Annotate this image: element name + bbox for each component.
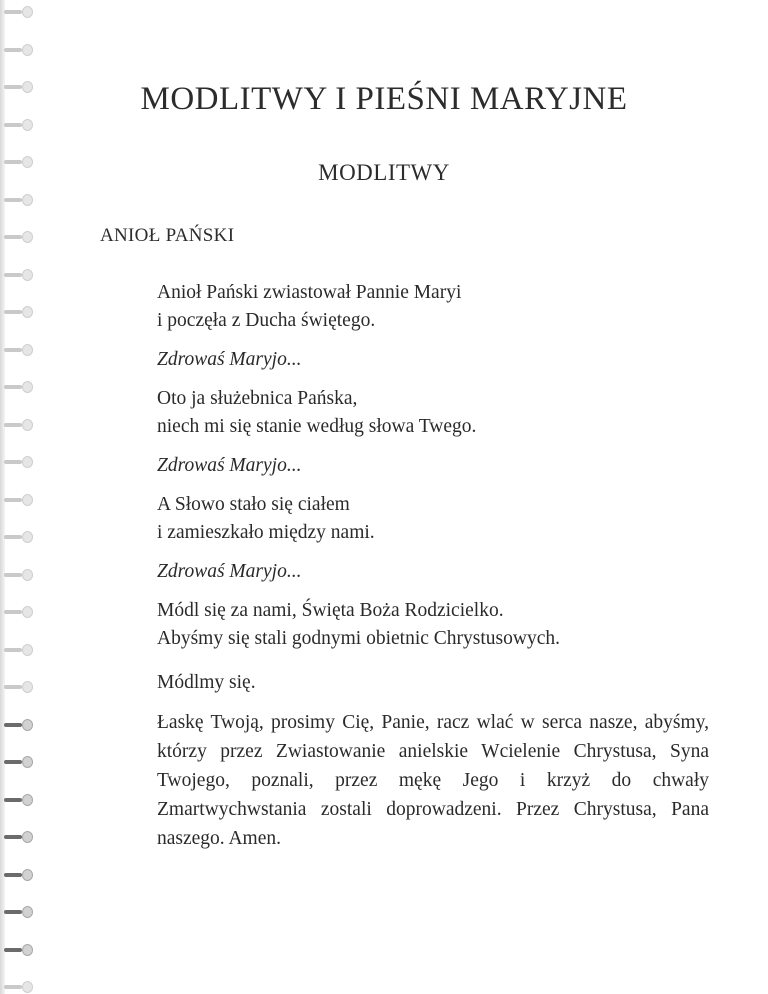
binding-wire xyxy=(4,235,22,239)
stanza xyxy=(157,385,709,441)
binding-ring xyxy=(4,831,34,843)
binding-hole xyxy=(22,119,33,131)
binding-ring xyxy=(4,494,34,506)
binding-ring xyxy=(4,794,34,806)
binding-ring xyxy=(4,569,34,581)
response-line: Zdrowaś Maryjo... xyxy=(157,455,302,476)
verse-line: A Słowo stało się ciałem xyxy=(157,494,350,515)
binding-hole xyxy=(22,644,33,656)
binding-hole xyxy=(22,756,33,768)
verse-line: niech mi się stanie według słowa Twego. xyxy=(157,416,477,437)
response-line: Zdrowaś Maryjo... xyxy=(157,349,302,370)
binding-hole xyxy=(22,606,33,618)
binding-wire xyxy=(4,310,22,314)
binding-hole xyxy=(22,6,33,18)
binding-hole xyxy=(22,456,33,468)
binding-hole xyxy=(22,344,33,356)
page-title: MODLITWY I PIEŚNI MARYJNE xyxy=(140,81,628,117)
binding-wire xyxy=(4,535,22,539)
binding-ring xyxy=(4,194,34,206)
binding-hole xyxy=(22,381,33,393)
binding-wire xyxy=(4,385,22,389)
binding-wire xyxy=(4,760,22,764)
binding-hole xyxy=(22,794,33,806)
binding-wire xyxy=(4,498,22,502)
binding-wire xyxy=(4,10,22,14)
binding-hole xyxy=(22,906,33,918)
binding-hole xyxy=(22,944,33,956)
binding-hole xyxy=(22,831,33,843)
binding-wire xyxy=(4,348,22,352)
binding-ring xyxy=(4,456,34,468)
binding-wire xyxy=(4,723,22,727)
binding-wire xyxy=(4,273,22,277)
verse-line: i poczęła z Ducha świętego. xyxy=(157,310,376,331)
verse-line: Módl się za nami, Święta Boża Rodzicielko. xyxy=(157,600,504,621)
binding-ring xyxy=(4,231,34,243)
binding-ring xyxy=(4,944,34,956)
binding-hole xyxy=(22,306,33,318)
binding-ring xyxy=(4,869,34,881)
closing-prayer: Łaskę Twoją, prosimy Cię, Panie, racz wlać w serca nasze, abyśmy, którzy przez Zwiastowanie anielskie Wcielenie Chrystusa, Syna Twojego, poznali, przez mękę Jego i krzyż do chwały Zmartwychwstania zostali doprowadzeni. Przez Chrystusa, Pana naszego. Amen. xyxy=(157,712,709,849)
binding-wire xyxy=(4,198,22,202)
binding-wire xyxy=(4,873,22,877)
binding-ring xyxy=(4,419,34,431)
binding-hole xyxy=(22,719,33,731)
binding-wire xyxy=(4,123,22,127)
binding-ring xyxy=(4,44,34,56)
binding-ring xyxy=(4,644,34,656)
binding-ring xyxy=(4,719,34,731)
section-title: MODLITWY xyxy=(318,160,450,185)
binding-wire xyxy=(4,573,22,577)
binding-wire xyxy=(4,835,22,839)
binding-ring xyxy=(4,906,34,918)
binding-hole xyxy=(22,494,33,506)
binding-ring xyxy=(4,756,34,768)
binding-wire xyxy=(4,985,22,989)
binding-hole xyxy=(22,269,33,281)
binding-wire xyxy=(4,910,22,914)
verse-line: Abyśmy się stali godnymi obietnic Chrystusowych. xyxy=(157,628,560,649)
binding-ring xyxy=(4,269,34,281)
binding-wire xyxy=(4,610,22,614)
binding-ring xyxy=(4,6,34,18)
binding-ring xyxy=(4,981,34,993)
spiral-binding xyxy=(0,0,44,994)
binding-wire xyxy=(4,423,22,427)
binding-wire xyxy=(4,948,22,952)
binding-ring xyxy=(4,119,34,131)
binding-hole xyxy=(22,869,33,881)
verse-line: Anioł Pański zwiastował Pannie Maryi xyxy=(157,282,462,303)
stanza xyxy=(157,279,709,335)
prayer-text xyxy=(157,279,709,853)
binding-hole xyxy=(22,531,33,543)
binding-hole xyxy=(22,681,33,693)
binding-hole xyxy=(22,194,33,206)
binding-wire xyxy=(4,798,22,802)
binding-ring xyxy=(4,306,34,318)
binding-hole xyxy=(22,981,33,993)
binding-hole xyxy=(22,569,33,581)
prayer-title: ANIOŁ PAŃSKI xyxy=(100,225,235,246)
binding-hole xyxy=(22,231,33,243)
binding-ring xyxy=(4,381,34,393)
binding-ring xyxy=(4,531,34,543)
verse-line: i zamieszkało między nami. xyxy=(157,522,375,543)
binding-wire xyxy=(4,685,22,689)
binding-ring xyxy=(4,606,34,618)
response-line: Zdrowaś Maryjo... xyxy=(157,561,302,582)
binding-wire xyxy=(4,48,22,52)
binding-hole xyxy=(22,44,33,56)
closing-invite: Módlmy się. xyxy=(157,672,256,693)
stanza xyxy=(157,491,709,547)
verse-line: Oto ja służebnica Pańska, xyxy=(157,388,358,409)
binding-ring xyxy=(4,681,34,693)
binding-hole xyxy=(22,419,33,431)
binding-wire xyxy=(4,460,22,464)
binding-wire xyxy=(4,648,22,652)
stanza xyxy=(157,597,709,653)
binding-ring xyxy=(4,344,34,356)
